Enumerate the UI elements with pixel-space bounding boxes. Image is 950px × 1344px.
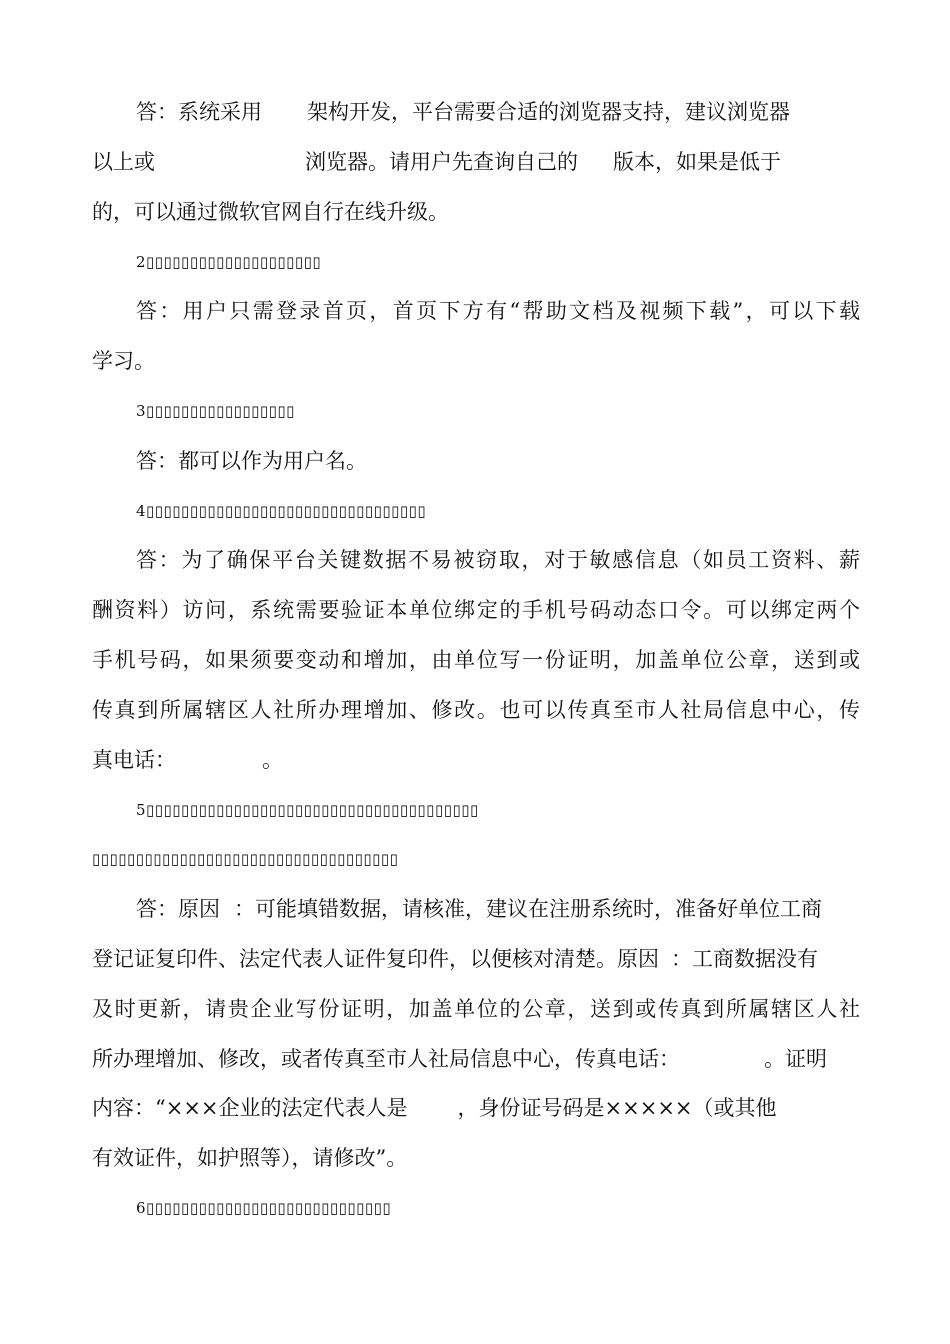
question-3: 3▯▯▯▯▯▯▯▯▯▯▯▯▯▯▯▯▯: [136, 402, 295, 420]
answer-4-line-1: 答：为了确保平台关键数据不易被窃取，对于敏感信息（如员工资料、薪: [136, 548, 860, 572]
answer-5-line-4: [92, 1044, 860, 1074]
question-6: 6▯▯▯▯▯▯▯▯▯▯▯▯▯▯▯▯▯▯▯▯▯▯▯▯▯▯▯▯: [136, 1199, 392, 1217]
answer-5-line-2-a: 登记证复印件、法定代表人证件复印件，以便核对清楚。原因: [92, 947, 659, 971]
answer-1-line-2-b: 浏览器。请用户先查询自己的: [305, 150, 578, 174]
answer-4-line-2: 酬资料）访问，系统需要验证本单位绑定的手机号码动态口令。可以绑定两个: [92, 598, 860, 622]
answer-5-line-4-b: 。证明: [764, 1047, 827, 1071]
question-5-line-2: ▯▯▯▯▯▯▯▯▯▯▯▯▯▯▯▯▯▯▯▯▯▯▯▯▯▯▯▯▯▯▯▯▯▯▯: [92, 850, 399, 868]
answer-4-line-5: [92, 745, 860, 775]
answer-1-line-3: 的，可以通过微软官网自行在线升级。: [92, 200, 449, 224]
answer-1-line-1-a: 答：系统采用: [136, 100, 262, 124]
answer-4-line-4: 传真到所属辖区人社所办理增加、修改。也可以传真至市人社局信息中心，传: [92, 698, 860, 722]
answer-3: 答：都可以作为用户名。: [136, 449, 367, 473]
answer-1-line-2-c: 版本，如果是低于: [613, 150, 781, 174]
answer-5-line-5: [92, 1093, 860, 1123]
answer-5-line-1-b: ：可能填错数据，请核准，建议在注册系统时，准备好单位工商: [234, 897, 822, 921]
answer-5-line-5-b: ，身份证号码是×××××（或其他: [457, 1096, 777, 1120]
answer-5-line-1-a: 答：原因: [136, 897, 220, 921]
answer-5-line-6: 有效证件，如护照等），请修改”。: [92, 1146, 408, 1170]
answer-5-line-5-a: 内容：“×××企业的法定代表人是: [92, 1096, 408, 1120]
answer-5-line-3: 及时更新，请贵企业写份证明，加盖单位的公章，送到或传真到所属辖区人社: [92, 997, 860, 1021]
question-2: 2▯▯▯▯▯▯▯▯▯▯▯▯▯▯▯▯▯▯▯▯: [136, 253, 322, 271]
answer-5-line-1: [136, 894, 860, 924]
question-5-line-1: 5▯▯▯▯▯▯▯▯▯▯▯▯▯▯▯▯▯▯▯▯▯▯▯▯▯▯▯▯▯▯▯▯▯▯▯▯▯▯: [136, 801, 479, 819]
answer-1-line-2: [92, 147, 860, 177]
answer-1-line-1-b: 架构开发，平台需要合适的浏览器支持，建议浏览器: [307, 100, 790, 124]
answer-5-line-2: [92, 944, 860, 974]
answer-1-line-1: [136, 97, 860, 127]
answer-2-line-1: 答：用户只需登录首页，首页下方有“帮助文档及视频下载”，可以下载: [136, 299, 860, 323]
answer-4-line-3: 手机号码，如果须要变动和增加，由单位写一份证明，加盖单位公章，送到或: [92, 648, 860, 672]
answer-4-line-5-b: 。: [262, 748, 283, 772]
answer-5-line-2-b: ：工商数据没有: [671, 947, 818, 971]
answer-2-line-2: 学习。: [92, 349, 155, 373]
answer-4-line-5-a: 真电话：: [92, 748, 176, 772]
question-4: 4▯▯▯▯▯▯▯▯▯▯▯▯▯▯▯▯▯▯▯▯▯▯▯▯▯▯▯▯▯▯▯▯: [136, 502, 427, 520]
answer-1-line-2-a: 以上或: [92, 150, 155, 174]
answer-5-line-4-a: 所办理增加、修改，或者传真至市人社局信息中心，传真电话：: [92, 1047, 680, 1071]
